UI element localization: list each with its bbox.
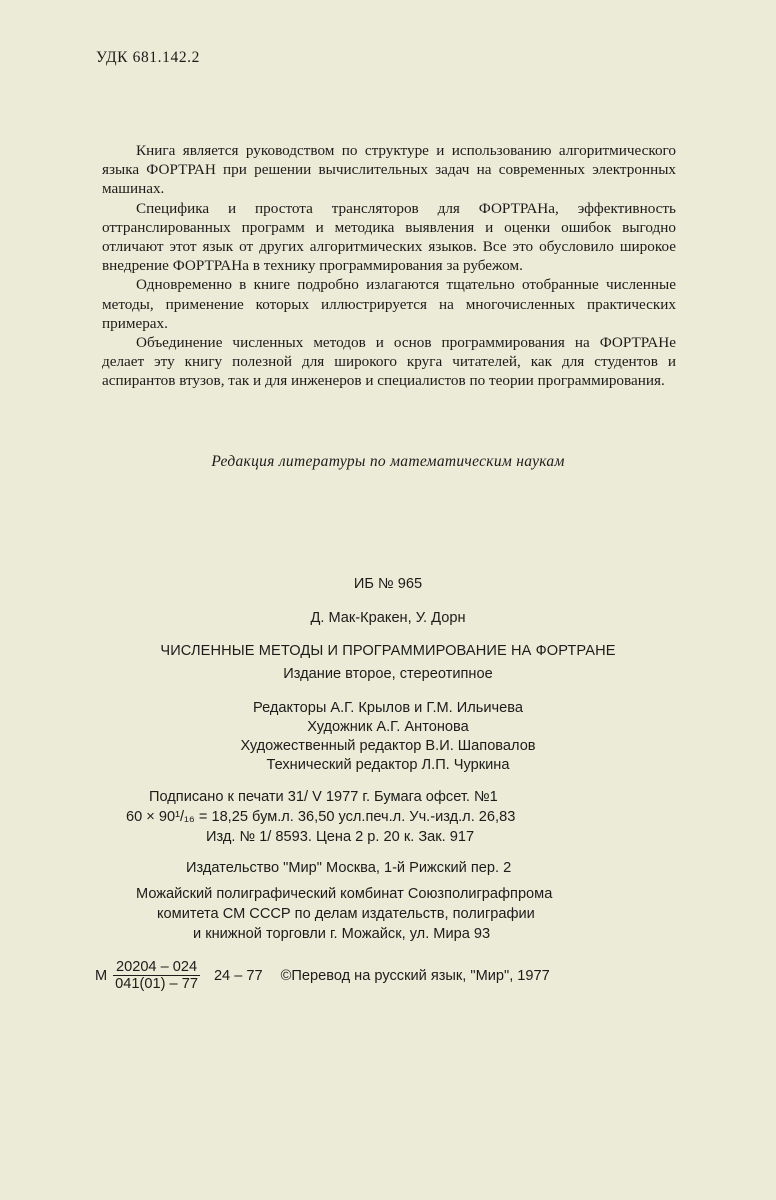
print-format: 60 × 90¹/₁₆ = 18,25 бум.л. 36,50 усл.печ.л. Уч.-изд.л. 26,83 <box>126 809 516 825</box>
code-fraction <box>113 959 200 992</box>
signed-to-print: Подписано к печати 31/ V 1977 г. Бумага офсет. №1 <box>149 789 498 805</box>
order-info: Изд. № 1/ 8593. Цена 2 р. 20 к. Зак. 917 <box>206 829 475 845</box>
code-prefix: М <box>95 967 108 984</box>
editors: Редакторы А.Г. Крылов и Г.М. Ильичева <box>253 700 523 716</box>
printer-line: и книжной торговли г. Можайск, ул. Мира 93 <box>193 926 491 942</box>
code-numerator: 20204 – 024 <box>113 959 200 976</box>
copyright-notice: ©Перевод на русский язык, "Мир", 1977 <box>280 967 550 984</box>
artist: Художник А.Г. Антонова <box>307 719 469 735</box>
abstract-paragraph: Одновременно в книге подробно излагаются тщательно отобранные численные методы, применение которых иллюстрируется на многочисленных практических примерах. <box>102 276 676 332</box>
art-editor: Художественный редактор В.И. Шаповалов <box>240 738 536 754</box>
printer-line: комитета СМ СССР по делам издательств, полиграфии <box>157 906 535 922</box>
abstract-paragraph: Книга является руководством по структуре и использованию алгоритмического языка ФОРТРАН при решении вычислительных задач на современных электронных машинах. <box>102 142 676 198</box>
edition: Издание второе, стереотипное <box>283 666 493 682</box>
tech-editor: Технический редактор Л.П. Чуркина <box>266 757 510 773</box>
udk-code: УДК 681.142.2 <box>96 49 200 66</box>
printer-line: Можайский полиграфический комбинат Союзполиграфпрома <box>136 886 553 902</box>
book-title: ЧИСЛЕННЫЕ МЕТОДЫ И ПРОГРАММИРОВАНИЕ НА ФОРТРАНЕ <box>160 643 616 659</box>
ib-number: ИБ № 965 <box>353 576 423 592</box>
editorial-office: Редакция литературы по математическим наукам <box>211 453 565 470</box>
abstract-paragraph: Специфика и простота трансляторов для ФОРТРАНа, эффективность оттранслированных программ и методика выявления и оценки ошибок выгодно отличают этот язык от других алгоритмических языков. Все это обусловило широкое внедрение ФОРТРАНа в технику программирования за рубежом. <box>102 199 676 275</box>
authors: Д. Мак-Кракен, У. Дорн <box>310 610 466 626</box>
publisher-address: Издательство "Мир" Москва, 1-й Рижский пер. 2 <box>186 860 512 876</box>
code-suffix: 24 – 77 <box>213 967 263 984</box>
abstract-paragraph: Объединение численных методов и основ программирования на ФОРТРАНе делает эту книгу полезной для широкого круга читателей, как для студентов и аспирантов втузов, так и для инженеров и специалистов по теории программирования. <box>102 334 676 390</box>
catalog-code <box>95 959 550 992</box>
book-abstract <box>102 141 676 391</box>
code-denominator: 041(01) – 77 <box>115 976 198 992</box>
